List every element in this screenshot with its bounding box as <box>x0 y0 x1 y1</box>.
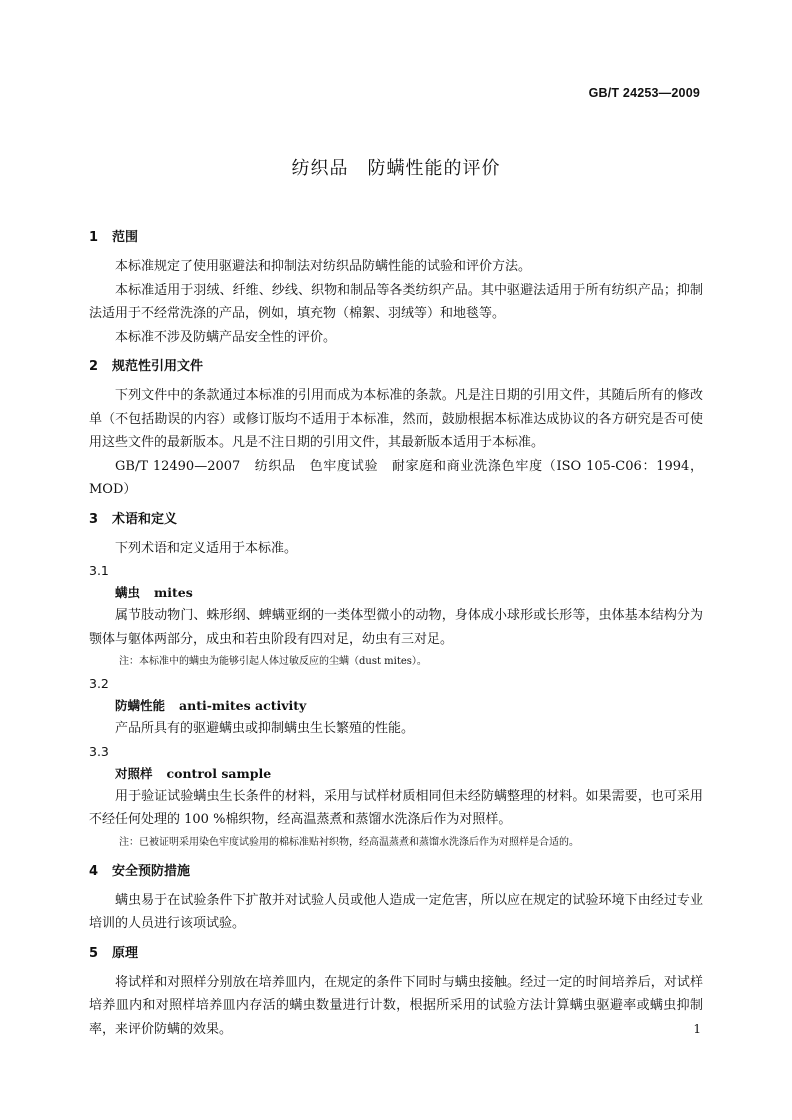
paragraph: 下列术语和定义适用于本标准。 <box>115 540 298 556</box>
section-3-heading <box>89 508 703 531</box>
term-chinese: 防螨性能 <box>115 698 166 713</box>
paragraph: 将试样和对照样分别放在培养皿内，在规定的条件下同时与螨虫接触。经过一定的时间培养后，对试样培养皿内和对照样培养皿内存活的螨虫数量进行计数，根据所采用的试验方法计算螨虫驱避率或螨虫抑制率，来评价防螨的效果。 <box>89 974 703 1037</box>
term-definition: 产品所具有的驱避螨虫或抑制螨虫生长繁殖的性能。 <box>115 721 415 736</box>
section-number: 3 <box>89 511 99 527</box>
section-title: 原理 <box>112 945 139 961</box>
section-number: 2 <box>89 359 99 374</box>
term-english: control sample <box>166 765 272 781</box>
section-1-heading <box>89 226 703 249</box>
term-definition: 属节肢动物门、蛛形纲、蜱螨亚纲的一类体型微小的动物，身体成小球形或长形等，虫体基本结构分为颚体与躯体两部分，成虫和若虫阶段有四对足，幼虫有三对足。 <box>89 608 703 647</box>
term-definition: 用于验证试验螨虫生长条件的材料，采用与试样材质相同但未经防螨整理的材料。如果需要，也可采用不经任何处理的 100 %棉织物，经高温蒸煮和蒸馏水洗涤后作为对照样。 <box>89 788 703 827</box>
page-number: 1 <box>693 1022 701 1036</box>
paragraph: 本标准适用于羽绒、纤维、纱线、织物和制品等各类纺织产品。其中驱避法适用于所有纺织产品；抑制法适用于不经常洗涤的产品，例如，填充物（棉絮、羽绒等）和地毯等。 <box>89 282 703 321</box>
note: 注：已被证明采用染色牢度试验用的棉标准贴衬织物，经高温蒸煮和蒸馏水洗涤后作为对照样是合适的。 <box>119 836 579 848</box>
term-number: 3.3 <box>89 743 109 759</box>
document-title: 纺织品 防螨性能的评价 <box>291 158 501 179</box>
section-number: 1 <box>89 230 99 245</box>
paragraph: 本标准不涉及防螨产品安全性的评价。 <box>115 329 337 345</box>
paragraph: 下列文件中的条款通过本标准的引用而成为本标准的条款。凡是注日期的引用文件，其随后所有的修改单（不包括勘误的内容）或修订版均不适用于本标准，然而，鼓励根据本标准达成协议的各方研究是否可使用这些文件的最新版本。凡是不注日期的引用文件，其最新版本适用于本标准。 <box>89 388 703 450</box>
term-chinese: 对照样 <box>115 765 153 781</box>
section-title: 术语和定义 <box>112 511 178 527</box>
standard-number: GB/T 24253—2009 <box>588 86 700 100</box>
reference-entry: GB/T 12490—2007 纺织品 色牢度试验 耐家庭和商业洗涤色牢度（ISO 105-C06：1994，MOD） <box>89 458 703 497</box>
paragraph: 本标准规定了使用驱避法和抑制法对纺织品防螨性能的试验和评价方法。 <box>115 259 532 274</box>
paragraph: 螨虫易于在试验条件下扩散并对试验人员或他人造成一定危害，所以应在规定的试验环境下由经过专业培训的人员进行该项试验。 <box>89 892 703 931</box>
document-body <box>89 226 703 1041</box>
term-english: mites <box>154 585 193 600</box>
term-number: 3.2 <box>89 676 109 691</box>
term-heading <box>89 582 703 604</box>
note: 注：本标准中的螨虫为能够引起人体过敏反应的尘螨（dust mites）。 <box>119 656 427 667</box>
term-heading <box>89 695 703 717</box>
section-title: 安全预防措施 <box>112 863 191 879</box>
section-4-heading <box>89 860 703 883</box>
term-heading <box>89 763 703 785</box>
section-2-heading <box>89 355 703 378</box>
term-english: anti-mites activity <box>179 698 307 713</box>
section-title: 规范性引用文件 <box>112 359 204 374</box>
section-number: 4 <box>89 863 99 879</box>
section-title: 范围 <box>112 230 139 245</box>
term-chinese: 螨虫 <box>115 585 141 600</box>
section-5-heading <box>89 942 703 965</box>
term-number: 3.1 <box>89 563 109 578</box>
section-number: 5 <box>89 945 99 961</box>
